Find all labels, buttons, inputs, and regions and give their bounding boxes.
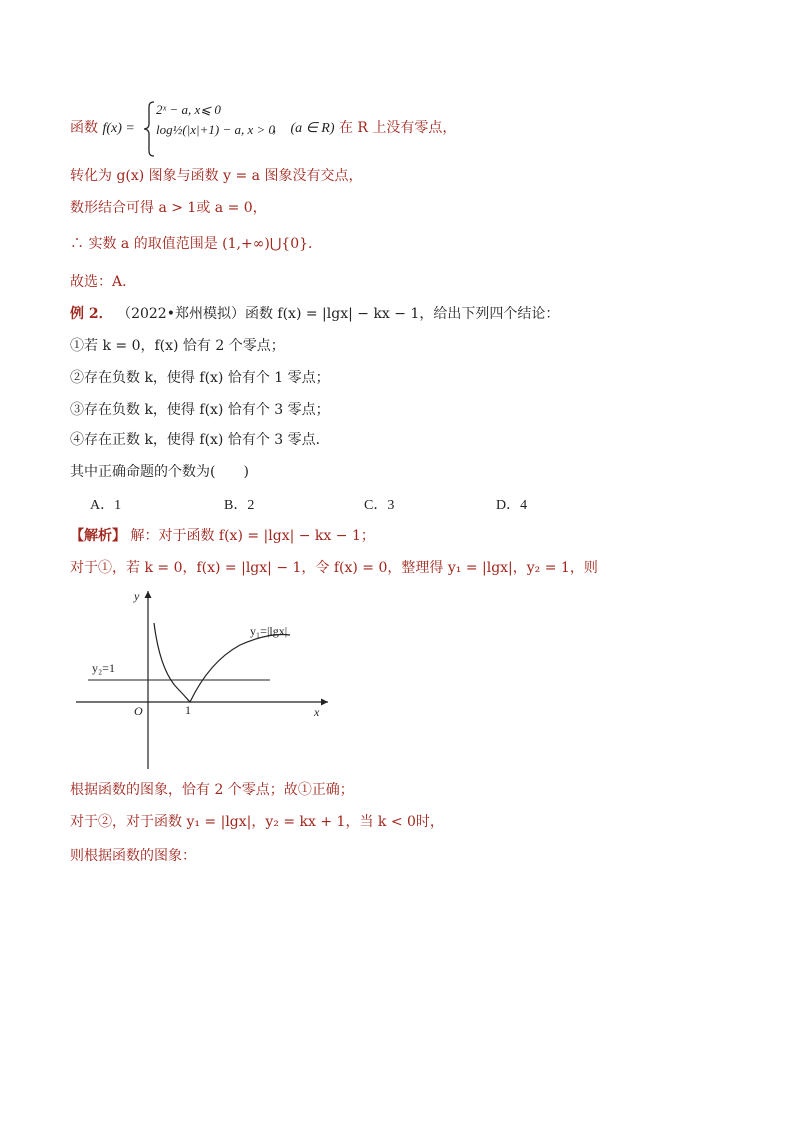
line-label: y₂=1 <box>92 661 115 675</box>
lgx-graph <box>70 585 340 775</box>
statement-3: ③存在负数 k，使得 f(x) 恰有个 3 零点； <box>70 402 330 418</box>
option-c: C．3 <box>364 498 395 513</box>
analysis-text: 解：对于函数 f(x) = |lgx| − kx − 1； <box>130 528 375 544</box>
range-line: ∴ 实数 a 的取值范围是 (1,+∞)⋃{0}． <box>70 236 323 252</box>
case-2-body: ，对于函数 y₁ = |lgx|，y₂ = kx + 1，当 k < 0时， <box>112 814 444 830</box>
left-brace-icon <box>142 100 156 158</box>
lead-text: 函数 <box>70 120 98 136</box>
example-text: （2022•郑州模拟）函数 f(x) = |lgx| − kx − 1，给出下列四个结论： <box>117 306 560 322</box>
function-condition <box>272 118 456 139</box>
statement-4: ④存在正数 k，使得 f(x) 恰有个 3 零点． <box>70 432 330 448</box>
function-definition-line <box>70 118 135 139</box>
final-line: 则根据函数的图象： <box>70 848 196 864</box>
case-2-prefix: 对于 <box>70 814 98 830</box>
circled-one: ① <box>98 560 112 576</box>
analysis-line <box>70 526 375 546</box>
condition-a-in-r: (a ∈ R) <box>290 121 335 136</box>
case-2-line <box>70 812 444 832</box>
option-b: B．2 <box>224 498 255 513</box>
x-axis-label: x <box>314 705 320 719</box>
circled-two: ② <box>98 814 112 830</box>
after-prefix: 根据函数的图象，恰有 2 个零点；故 <box>70 782 298 798</box>
option-a: A．1 <box>90 498 122 513</box>
tick-one-label: 1 <box>185 703 191 717</box>
option-d: D．4 <box>496 498 528 513</box>
statement-2: ②存在负数 k，使得 f(x) 恰有个 1 零点； <box>70 370 330 386</box>
after-suffix: 正确； <box>311 782 354 798</box>
comma: ， <box>272 120 286 136</box>
answer-line: 故选：A． <box>70 274 137 290</box>
statement-1: ①若 k = 0，f(x) 恰有 2 个零点； <box>70 338 285 354</box>
after-graph-line <box>70 780 354 800</box>
no-zero-text: 在 R 上没有零点， <box>338 120 457 136</box>
circled-one-b: ① <box>297 782 312 798</box>
case-1-prefix: 对于 <box>70 560 98 576</box>
combination-line: 数形结合可得 a > 1或 a = 0， <box>70 200 267 216</box>
case-one: 2ˣ − a, x⩽ 0 <box>156 102 221 117</box>
example-2-header <box>70 304 559 324</box>
function-f: f(x) = <box>102 121 135 136</box>
piecewise-cases <box>142 100 276 158</box>
analysis-tag: 【解析】 <box>70 528 126 544</box>
case-1-line <box>70 558 598 578</box>
question-text: 其中正确命题的个数为( ) <box>70 464 249 480</box>
origin-label: O <box>134 704 143 718</box>
case-two: log½(|x|+1) − a, x > 0 <box>156 122 276 137</box>
conversion-line: 转化为 g(x) 图象与函数 y = a 图象没有交点， <box>70 168 363 184</box>
curve-label: y₁=|lgx| <box>250 624 288 638</box>
example-label: 例 2． <box>70 306 113 322</box>
y-axis-label: y <box>134 589 140 603</box>
case-1-body: ，若 k = 0，f(x) = |lgx| − 1，令 f(x) = 0，整理得 y₁ = |lgx|，y₂ = 1，则 <box>112 560 598 576</box>
